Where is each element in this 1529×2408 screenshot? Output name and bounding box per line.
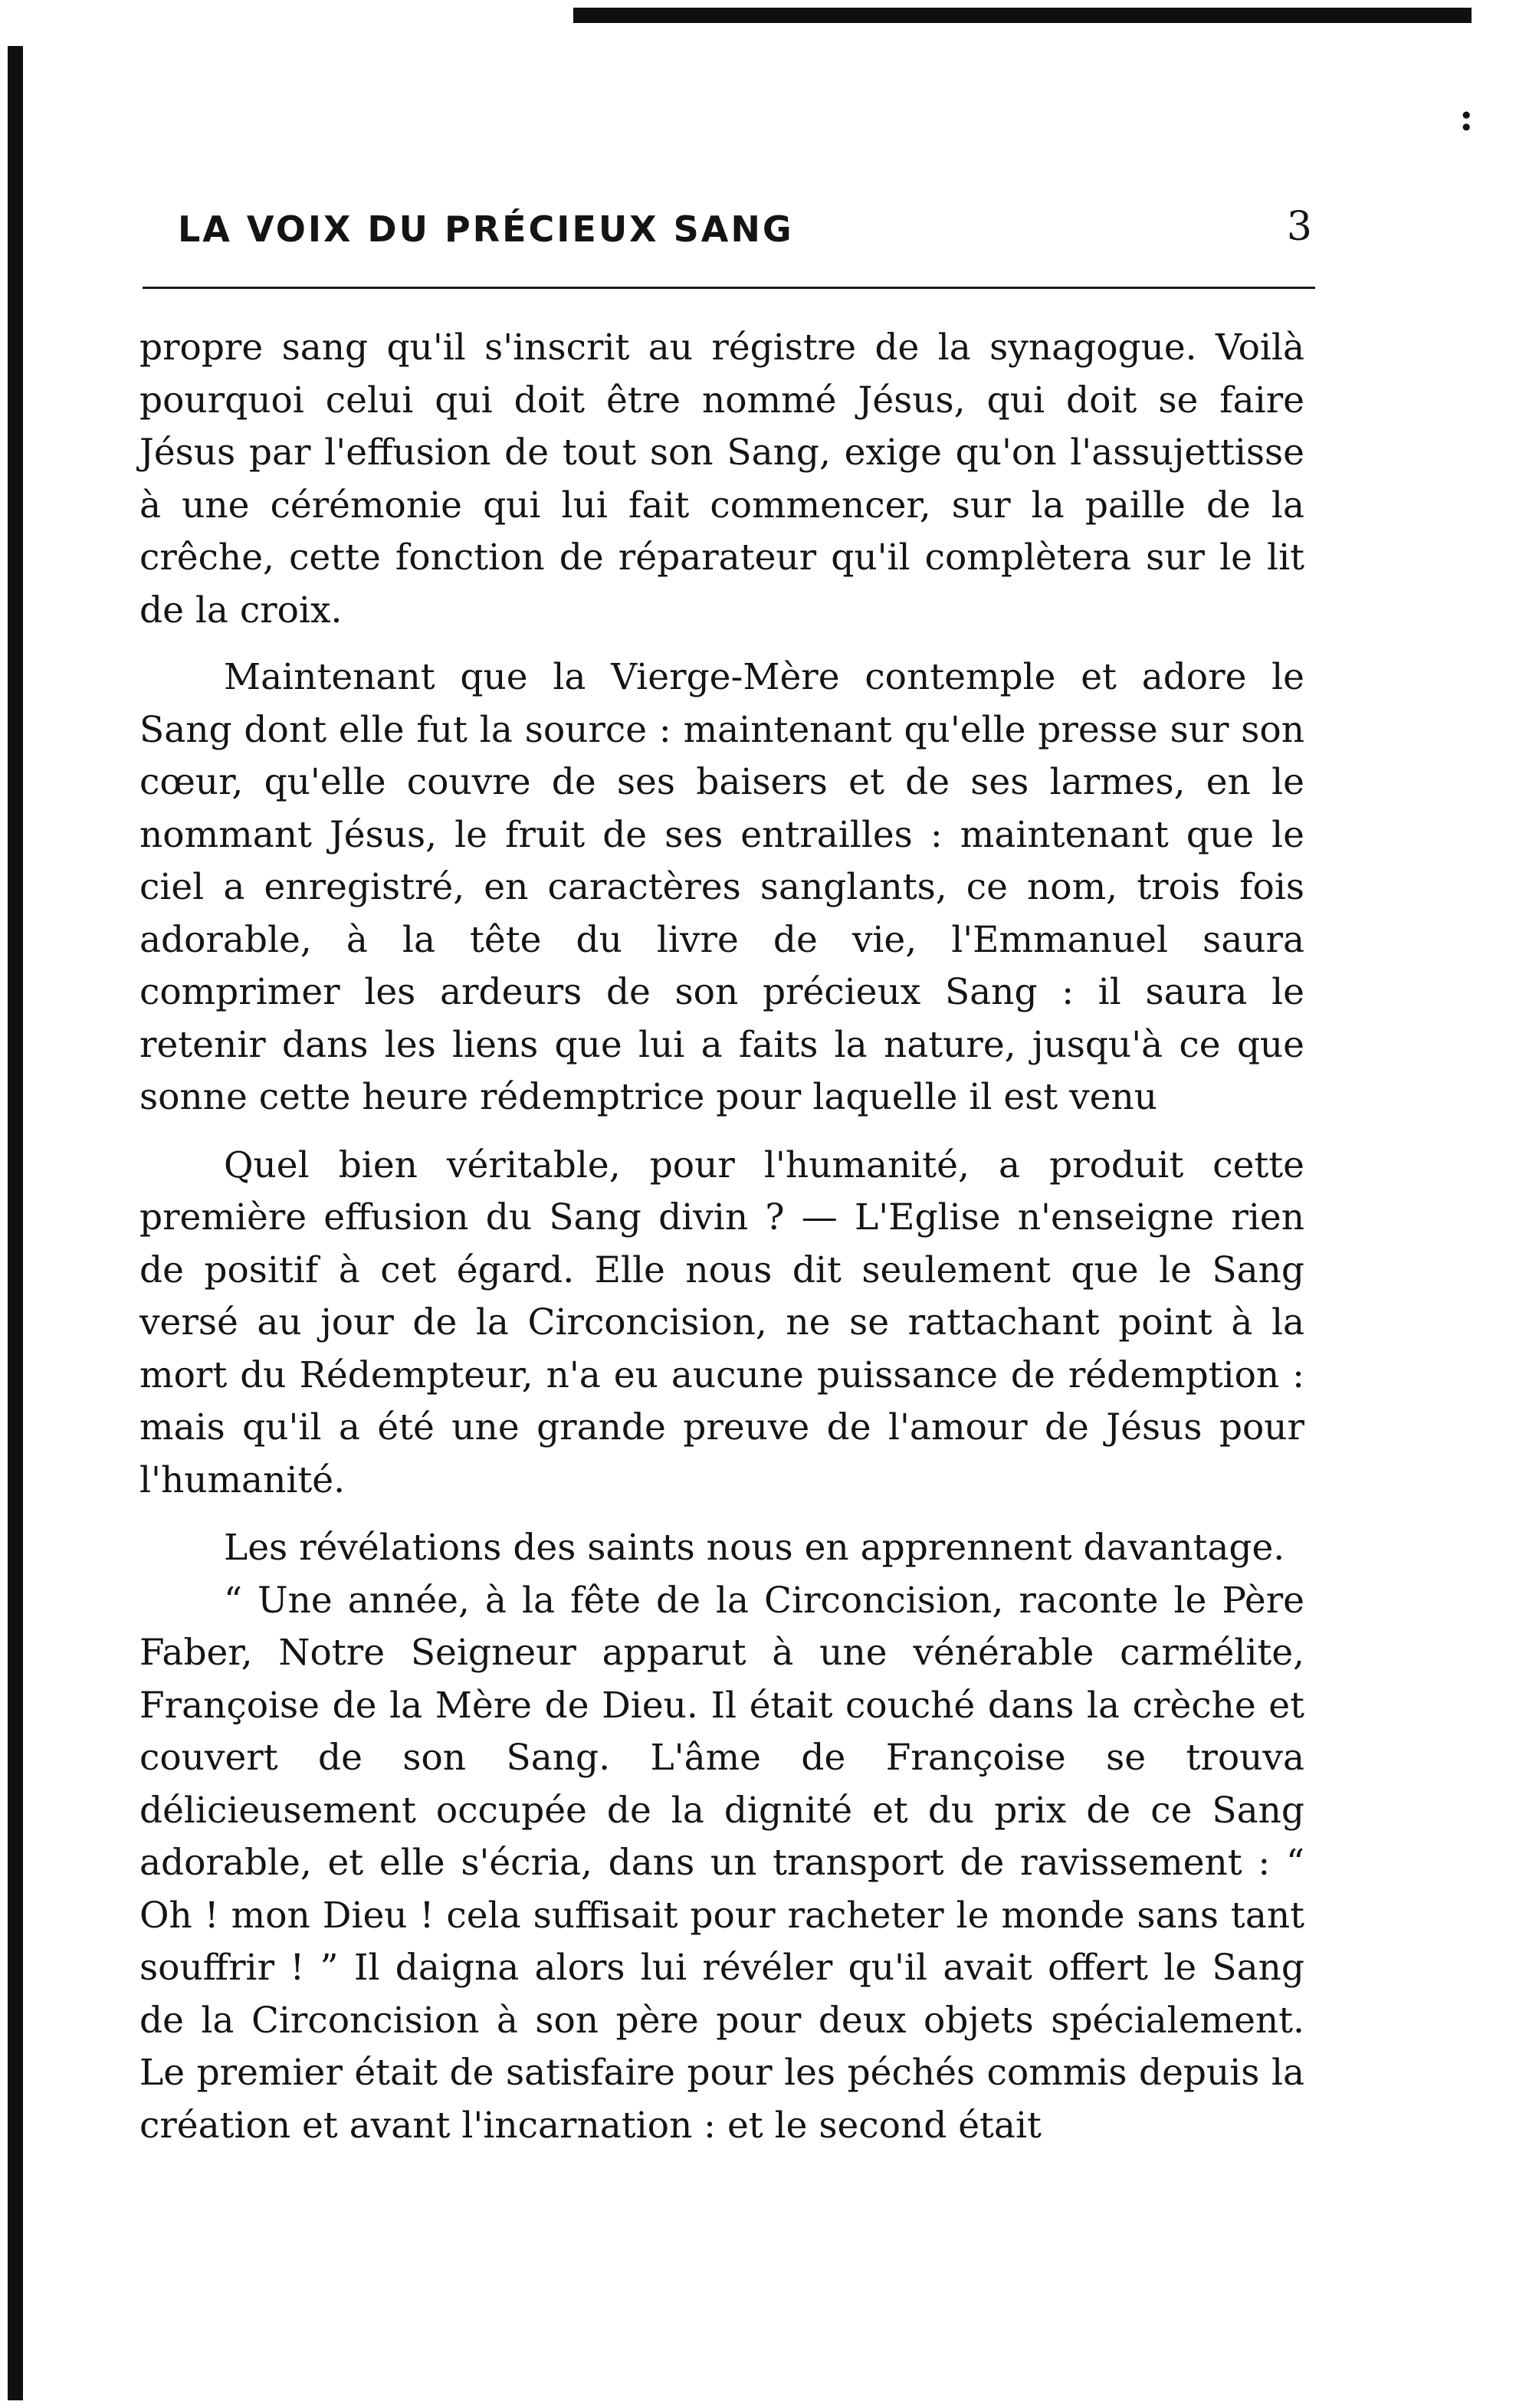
paragraph: Quel bien véritable, pour l'humanité, a produit cette première effusion du Sang divin ? — L'Eglise n'enseigne rien de positif à cet égard. Elle nous dit seulement que le Sang versé au jour de la Circoncision, ne se rattachant point à la mort du Rédempteur, n'a eu aucune puissance de rédemption : mais qu'il a été une grande preuve de l'amour de Jésus pour l'humanité. <box>139 1143 1304 1501</box>
paragraph: Les révélations des saints nous en apprennent davantage. <box>224 1527 1285 1569</box>
paragraph-continued: propre sang qu'il s'inscrit au régistre de la synagogue. Voilà pourquoi celui qui doit être nommé Jésus, qui doit se faire Jésus par l'effusion de tout son Sang, exige qu'on l'assujettisse à une cérémonie qui lui fait commencer, sur la paille de la crêche, cette fonction de réparateur qu'il complètera sur le lit de la croix. <box>139 326 1304 632</box>
page-header <box>178 201 1312 262</box>
page-number: 3 <box>1286 204 1312 250</box>
paragraph-quote: “ Une année, à la fête de la Circoncision, raconte le Père Faber, Notre Seigneur apparut à une vénérable carmélite, Françoise de la Mère de Dieu. Il était couché dans la crèche et couvert de son Sang. L'âme de Françoise se trouva délicieusement occupée de la dignité et du prix de ce Sang adorable, et elle s'écria, dans un transport de ravissement : “ Oh ! mon Dieu ! cela suffisait pour racheter le monde sans tant souffrir ! ” Il daigna alors lui révéler qu'il avait offert le Sang de la Circoncision à son père pour deux objets spécialement. Le premier était de satisfaire pour les péchés commis depuis la création et avant l'incarnation : et le second était <box>139 1579 1304 2147</box>
body-text <box>139 322 1304 2152</box>
scan-edge-left <box>8 46 23 2400</box>
scan-edge-top <box>573 8 1472 23</box>
margin-mark: : <box>1459 94 1474 139</box>
paragraph: Maintenant que la Vierge-Mère contemple et adore le Sang dont elle fut la source : maintenant qu'elle presse sur son cœur, qu'elle couvre de ses baisers et de ses larmes, en le nommant Jésus, le fruit de ses entrailles : maintenant que le ciel a enregistré, en caractères sanglants, ce nom, trois fois adorable, à la tête du livre de vie, l'Emmanuel saura comprimer les ardeurs de son précieux Sang : il saura le retenir dans les liens que lui a faits la nature, jusqu'à ce que sonne cette heure rédemptrice pour laquelle il est venu <box>139 656 1304 1118</box>
running-head: LA VOIX DU PRÉCIEUX SANG <box>178 208 794 250</box>
header-rule <box>143 287 1315 289</box>
